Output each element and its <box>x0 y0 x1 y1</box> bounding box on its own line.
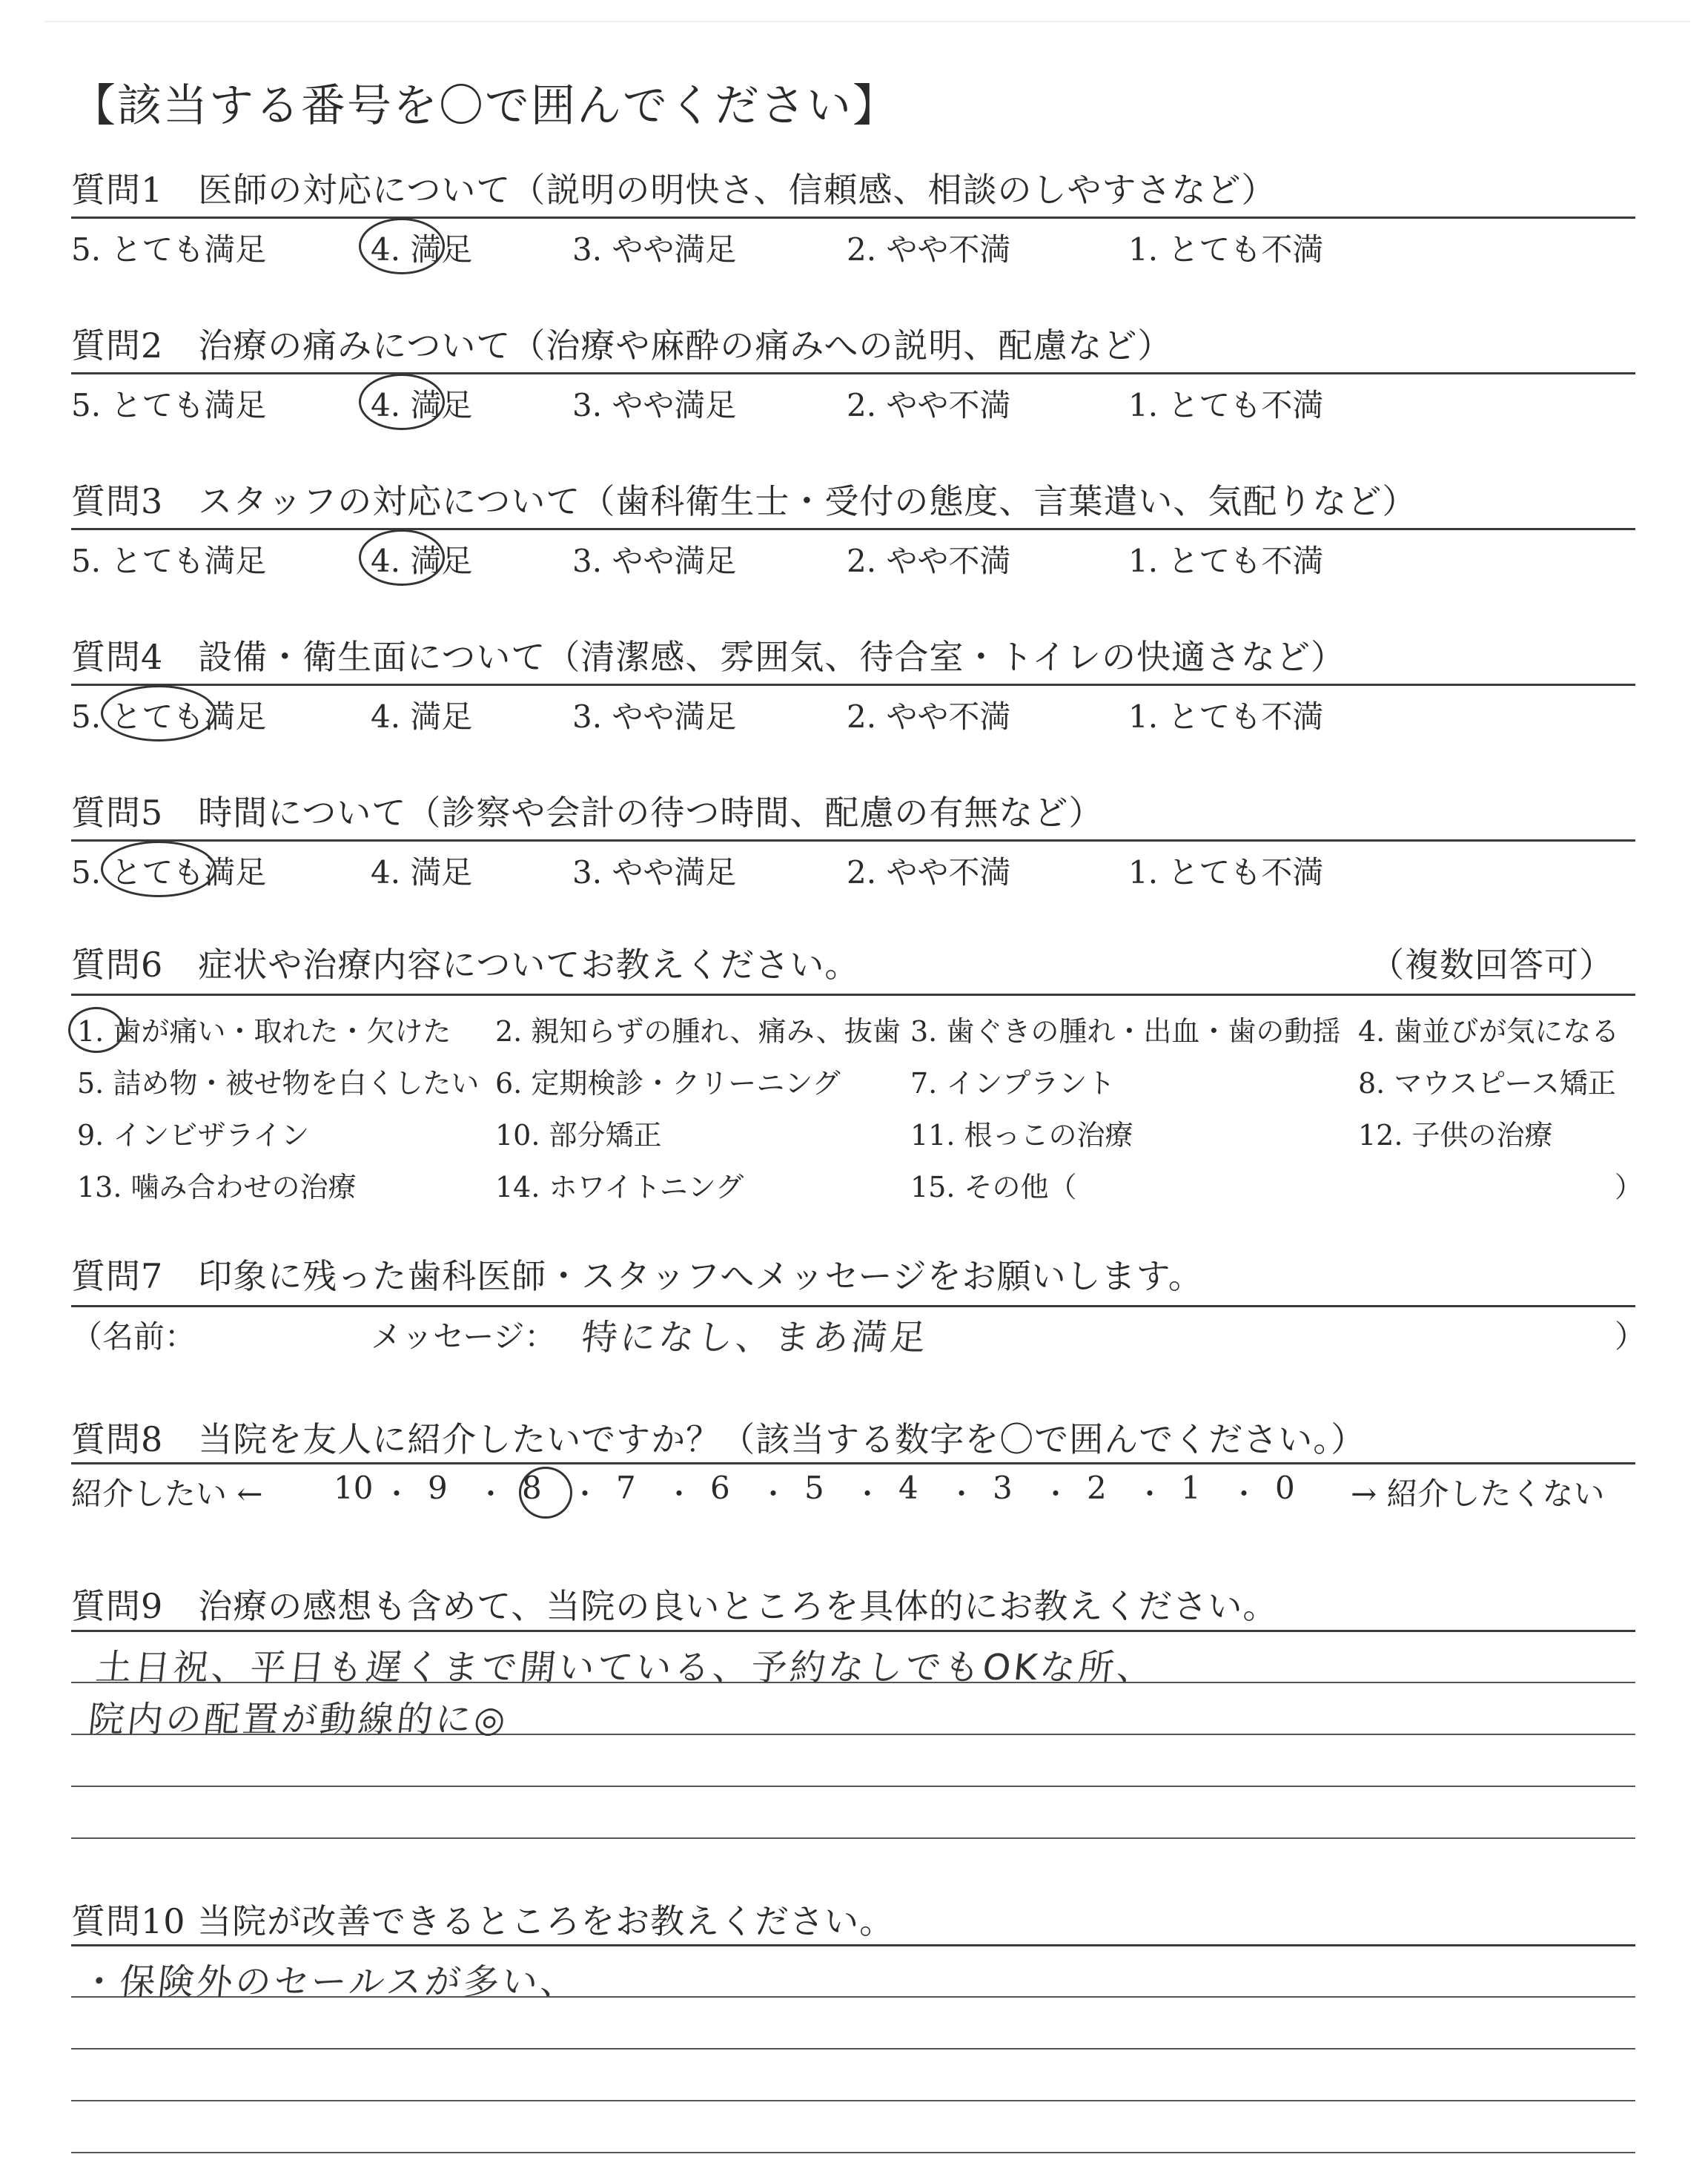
q6-option: 14. ホワイトニング <box>495 1171 744 1203</box>
q5-option: 5. とても満足 <box>71 854 267 891</box>
q5-selection-circle <box>101 841 216 897</box>
q7-name-label: （名前： <box>71 1318 196 1355</box>
q8-scale-value: 8 <box>522 1470 542 1506</box>
q6-option: 4. 歯並びが気になる <box>1358 1015 1620 1048</box>
q7-message-label: メッセージ： <box>371 1318 556 1355</box>
q6-option: 10. 部分矯正 <box>495 1119 662 1152</box>
q4-option: 1. とても不満 <box>1128 698 1324 735</box>
q10-answer-line <box>71 2100 1635 2101</box>
q8-selection-circle <box>519 1467 572 1519</box>
q6-note: （複数回答可） <box>1370 945 1614 985</box>
q1-option: 3. やや満足 <box>572 231 737 268</box>
page-heading: 【該当する番号を〇で囲んでください】 <box>71 80 898 132</box>
q9-answer-line <box>71 1786 1635 1787</box>
q8-scale-value: 9 <box>428 1470 448 1506</box>
q8-scale-separator: ・ <box>477 1478 506 1510</box>
q8-scale-separator: ・ <box>1230 1478 1259 1510</box>
q10-answer-line <box>71 2048 1635 2050</box>
q1-option: 1. とても不満 <box>1128 231 1324 268</box>
q6-option: 5. 詰め物・被せ物を白くしたい <box>77 1067 480 1100</box>
q1-rule <box>71 217 1635 219</box>
q6-option: ） <box>1615 1171 1644 1203</box>
q6-option: 1. 歯が痛い・取れた・欠けた <box>77 1015 451 1048</box>
q2-option: 5. とても満足 <box>71 387 267 423</box>
q6-option: 13. 噛み合わせの治療 <box>77 1171 357 1203</box>
q7-message-handwritten: 特になし、まあ満足 <box>579 1317 931 1358</box>
q2-option: 2. やや不満 <box>847 387 1011 423</box>
q3-option: 4. 満足 <box>371 543 473 579</box>
q2-selection-circle <box>359 374 445 430</box>
q8-scale-separator: ・ <box>665 1478 694 1510</box>
q2-option: 4. 満足 <box>371 387 473 423</box>
q5-title: 質問5 時間について（診察や会計の待つ時間、配慮の有無など） <box>71 793 1104 833</box>
q4-option: 5. とても満足 <box>71 698 267 735</box>
q6-option: 3. 歯ぐきの腫れ・出血・歯の動揺 <box>910 1015 1341 1048</box>
q6-option: 15. その他（ <box>910 1171 1077 1203</box>
q4-option: 3. やや満足 <box>572 698 737 735</box>
q8-rule <box>71 1462 1635 1464</box>
q8-scale-value: 2 <box>1087 1470 1107 1506</box>
q8-scale-value: 7 <box>616 1470 636 1506</box>
q3-option: 3. やや満足 <box>572 543 737 579</box>
q8-scale-value: 6 <box>710 1470 730 1506</box>
q8-scale-separator: ・ <box>1042 1478 1070 1510</box>
q2-rule <box>71 372 1635 374</box>
q5-option: 2. やや不満 <box>847 854 1011 891</box>
q8-scale-value: 10 <box>334 1470 374 1506</box>
q2-title: 質問2 治療の痛みについて（治療や麻酔の痛みへの説明、配慮など） <box>71 326 1173 366</box>
q9-answer-line <box>71 1837 1635 1839</box>
q1-option: 4. 満足 <box>371 231 473 268</box>
scan-edge-line <box>44 21 1690 22</box>
q8-scale-separator: ・ <box>1136 1478 1165 1510</box>
q10-answer-handwritten-1: ・保険外のセールスが多い、 <box>79 1961 582 2003</box>
q8-right-label: → 紹介したくない <box>1351 1476 1605 1512</box>
q8-scale-separator: ・ <box>571 1478 600 1510</box>
q6-option: 6. 定期検診・クリーニング <box>495 1067 841 1100</box>
q3-selection-circle <box>359 529 445 586</box>
q2-option: 3. やや満足 <box>572 387 737 423</box>
q5-option: 1. とても不満 <box>1128 854 1324 891</box>
q5-option: 4. 満足 <box>371 854 473 891</box>
q4-option: 4. 満足 <box>371 698 473 735</box>
q7-rule <box>71 1305 1635 1307</box>
q5-rule <box>71 839 1635 842</box>
q6-option: 9. インビザライン <box>77 1119 310 1152</box>
q1-title: 質問1 医師の対応について（説明の明快さ、信頼感、相談のしやすさなど） <box>71 170 1277 210</box>
q8-scale-value: 4 <box>898 1470 918 1506</box>
q8-left-label: 紹介したい ← <box>71 1476 263 1512</box>
q2-option: 1. とても不満 <box>1128 387 1324 423</box>
q3-option: 5. とても満足 <box>71 543 267 579</box>
q9-answer-handwritten-2: 院内の配置が動線的に◎ <box>86 1699 511 1740</box>
q10-rule <box>71 1944 1635 1946</box>
q6-option: 8. マウスピース矯正 <box>1358 1067 1616 1100</box>
q9-answer-handwritten-1: 土日祝、平日も遅くまで開いている、予約なしでもOKな所、 <box>93 1647 1158 1688</box>
q4-option: 2. やや不満 <box>847 698 1011 735</box>
q3-title: 質問3 スタッフの対応について（歯科衛生士・受付の態度、言葉遣い、気配りなど） <box>71 481 1417 521</box>
q9-title: 質問9 治療の感想も含めて、当院の良いところを具体的にお教えください。 <box>71 1586 1278 1626</box>
q6-title: 質問6 症状や治療内容についてお教えください。 <box>71 945 860 985</box>
q7-close-paren: ） <box>1615 1318 1646 1355</box>
q6-option: 12. 子供の治療 <box>1358 1119 1553 1152</box>
q8-scale-separator: ・ <box>853 1478 882 1510</box>
q4-rule <box>71 684 1635 686</box>
q8-scale-separator: ・ <box>947 1478 976 1510</box>
q1-selection-circle <box>359 218 445 274</box>
q9-rule <box>71 1630 1635 1632</box>
q8-scale-value: 1 <box>1181 1470 1201 1506</box>
q6-option: 2. 親知らずの腫れ、痛み、抜歯 <box>495 1015 901 1048</box>
q4-selection-circle <box>101 685 216 742</box>
q3-rule <box>71 528 1635 530</box>
q8-scale-separator: ・ <box>759 1478 788 1510</box>
q5-option: 3. やや満足 <box>572 854 737 891</box>
q10-title: 質問10 当院が改善できるところをお教えください。 <box>71 1901 895 1941</box>
q6-option: 11. 根っこの治療 <box>910 1119 1133 1152</box>
q4-title: 質問4 設備・衛生面について（清潔感、雰囲気、待合室・トイレの快適さなど） <box>71 637 1346 677</box>
q6-selection-circle <box>68 1007 125 1053</box>
q8-scale-value: 3 <box>993 1470 1013 1506</box>
q8-scale-separator: ・ <box>383 1478 411 1510</box>
q10-answer-line <box>71 2152 1635 2153</box>
q1-option: 5. とても満足 <box>71 231 267 268</box>
q6-rule <box>71 994 1635 996</box>
q7-title: 質問7 印象に残った歯科医師・スタッフへメッセージをお願いします。 <box>71 1256 1203 1296</box>
q8-scale-value: 0 <box>1275 1470 1295 1506</box>
q8-title: 質問8 当院を友人に紹介したいですか？（該当する数字を〇で囲んでください。） <box>71 1419 1366 1459</box>
q3-option: 2. やや不満 <box>847 543 1011 579</box>
q6-option: 7. インプラント <box>910 1067 1116 1100</box>
q3-option: 1. とても不満 <box>1128 543 1324 579</box>
q1-option: 2. やや不満 <box>847 231 1011 268</box>
q8-scale-value: 5 <box>804 1470 824 1506</box>
